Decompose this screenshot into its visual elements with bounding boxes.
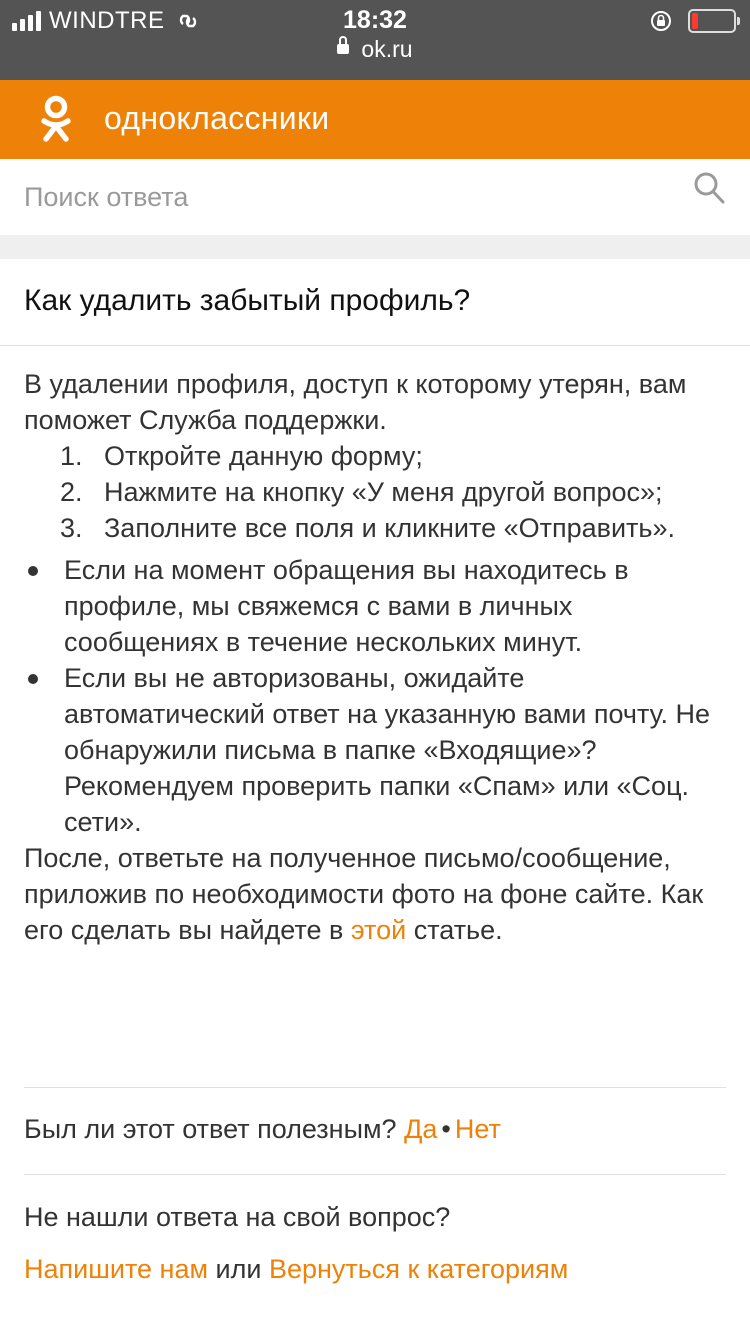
step-number: 2. [60, 477, 83, 507]
feedback-no-link[interactable]: Нет [454, 1114, 501, 1144]
notes-list [24, 552, 724, 840]
divider [24, 1087, 726, 1088]
list-item [24, 660, 724, 840]
battery-icon [688, 9, 736, 33]
bullet-icon [28, 566, 38, 576]
or-text: или [215, 1254, 262, 1284]
step-text: Заполните все поля и кликните «Отправить». [104, 513, 676, 543]
feedback-question: Был ли этот ответ полезным? [24, 1114, 397, 1144]
feedback-row [24, 1114, 501, 1145]
step-number: 1. [60, 441, 83, 471]
write-us-link[interactable]: Напишите нам [24, 1254, 209, 1284]
steps-list [24, 438, 724, 546]
divider [24, 1174, 726, 1175]
article-link[interactable]: этой [350, 915, 407, 945]
step-number: 3. [60, 513, 83, 543]
step-item [24, 474, 724, 510]
page-title: Как удалить забытый профиль? [24, 284, 471, 317]
feedback-yes-link[interactable]: Да [404, 1114, 438, 1144]
status-bar [0, 0, 750, 80]
lock-icon [337, 44, 349, 54]
list-item [24, 552, 724, 660]
status-time: 18:32 [343, 6, 407, 34]
not-found-text: Не нашли ответа на свой вопрос? [24, 1202, 451, 1232]
ok-logo-icon[interactable] [38, 95, 74, 145]
search-bar [0, 159, 750, 235]
outro-text-end: статье. [406, 915, 503, 945]
footer-actions [24, 1254, 568, 1285]
address-url: ok.ru [361, 36, 413, 62]
bullet-icon [28, 674, 38, 684]
search-icon[interactable] [692, 170, 726, 206]
note-text: Если вы не авторизованы, ожидайте автоматический ответ на указанную вами почту. Не обнаружили письма в папке «Входящие»? Рекомендуем проверить папки «Спам» или «Соц. сети». [64, 663, 710, 837]
brand-name[interactable]: одноклассники [104, 100, 330, 136]
step-text: Нажмите на кнопку «У меня другой вопрос»; [104, 477, 663, 507]
step-text: Откройте данную форму; [104, 441, 423, 471]
site-header [0, 80, 750, 159]
back-to-categories-link[interactable]: Вернуться к категориям [268, 1254, 569, 1284]
feedback-separator: • [441, 1114, 451, 1144]
outro-text: После, ответьте на полученное письмо/сообщение, приложив по необходимости фото на фоне сайте. Как его сделать вы найдете в [24, 843, 704, 945]
answer-outro [24, 840, 724, 948]
note-text: Если на момент обращения вы находитесь в профиле, мы свяжемся с вами в личных сообщениях в течение нескольких минут. [64, 555, 629, 657]
section-separator [0, 235, 750, 259]
carrier-name: WINDTRE [49, 7, 165, 34]
divider [0, 345, 750, 346]
rotation-lock-icon [650, 10, 672, 32]
step-item [24, 438, 724, 474]
search-input[interactable] [24, 169, 664, 225]
step-item [24, 510, 724, 546]
answer-body [24, 366, 724, 948]
address-bar[interactable] [0, 36, 750, 63]
status-right [650, 8, 736, 34]
answer-intro: В удалении профиля, доступ к которому утерян, вам поможет Служба поддержки. [24, 369, 687, 435]
